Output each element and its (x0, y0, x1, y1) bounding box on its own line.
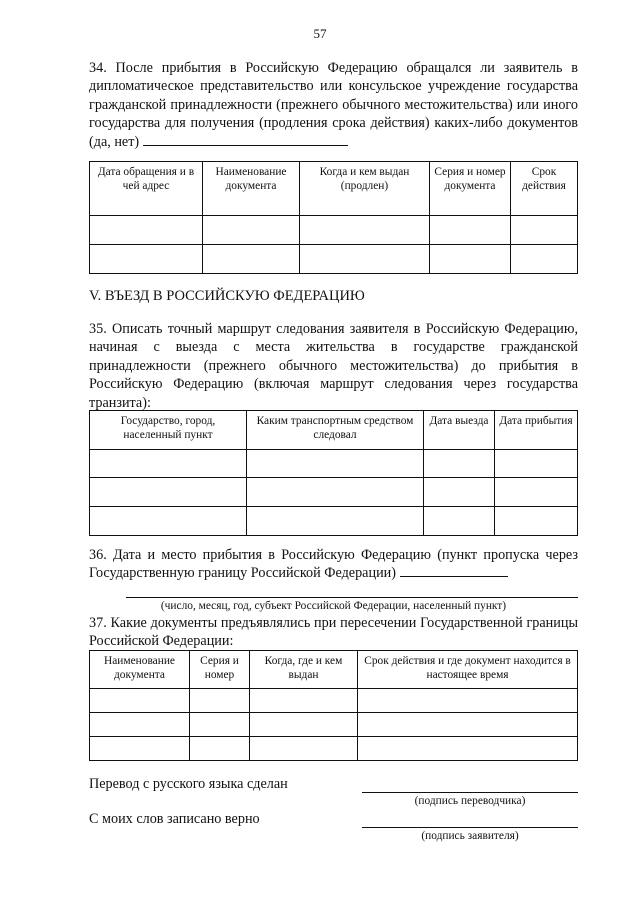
table-cell[interactable] (358, 737, 578, 761)
table-q34 (89, 161, 578, 274)
question-37: 37. Какие документы предъявлялись при пересечении Государственной границы Российской Федерации: (89, 615, 578, 650)
table-row (90, 689, 578, 713)
table-cell[interactable] (90, 216, 203, 245)
column-header: Наименование документа (203, 162, 300, 216)
table-cell[interactable] (495, 478, 578, 507)
table-cell[interactable] (430, 216, 511, 245)
column-header: Дата обращения и в чей адрес (90, 162, 203, 216)
table-cell[interactable] (247, 478, 424, 507)
applicant-caption: (подпись заявителя) (421, 830, 519, 842)
table-cell[interactable] (90, 507, 247, 536)
table-row (90, 737, 578, 761)
table-cell[interactable] (250, 689, 358, 713)
translator-caption: (подпись переводчика) (414, 795, 526, 807)
column-header: Когда, где и кем выдан (250, 651, 358, 689)
table-cell[interactable] (300, 216, 430, 245)
verified-label: С моих слов записано верно (89, 811, 260, 827)
column-header: Серия и номер документа (430, 162, 511, 216)
table-cell[interactable] (424, 478, 495, 507)
column-header: Каким транспортным средством следовал (247, 411, 424, 450)
table-cell[interactable] (203, 216, 300, 245)
question-35: 35. Описать точный маршрут следования заявителя в Российскую Федерацию, начиная с выезда с места жительства в государстве гражданской принадлежности (прежнего обычного местожительства) до прибытия в Российскую Федерацию (включая маршрут следования через государства транзита): (89, 321, 578, 411)
table-row (90, 507, 578, 536)
table-cell[interactable] (495, 507, 578, 536)
table-cell[interactable] (247, 507, 424, 536)
table-cell[interactable] (495, 450, 578, 478)
translator-signature-line[interactable] (362, 792, 578, 793)
column-header: Наименование документа (90, 651, 190, 689)
table-cell[interactable] (424, 450, 495, 478)
table-cell[interactable] (203, 245, 300, 274)
applicant-signature-line[interactable] (362, 827, 578, 828)
table-cell[interactable] (424, 507, 495, 536)
table-cell[interactable] (90, 713, 190, 737)
table-cell[interactable] (250, 713, 358, 737)
table-row (90, 713, 578, 737)
table-q37 (89, 650, 578, 761)
question-34-text: 34. После прибытия в Российскую Федерацию обращался ли заявитель в дипломатическое представительство или консульское учреждение государства гражданской принадлежности (прежнего обычного местожительства) или иного государства для получения (продления срока действия) каких-либо документов (да, нет) (89, 60, 578, 150)
column-header: Когда и кем выдан (продлен) (300, 162, 430, 216)
table-q35 (89, 410, 578, 536)
column-header: Серия и номер (190, 651, 250, 689)
question-34 (89, 59, 578, 151)
table-row (90, 478, 578, 507)
table-row (90, 245, 578, 274)
column-header: Дата прибытия (495, 411, 578, 450)
column-header: Дата выезда (424, 411, 495, 450)
table-cell[interactable] (90, 689, 190, 713)
column-header: Срок действия и где документ находится в настоящее время (358, 651, 578, 689)
table-cell[interactable] (430, 245, 511, 274)
translation-label: Перевод с русского языка сделан (89, 776, 288, 792)
table-cell[interactable] (300, 245, 430, 274)
table-cell[interactable] (90, 245, 203, 274)
table-cell[interactable] (247, 450, 424, 478)
column-header: Срок действия (511, 162, 578, 216)
table-cell[interactable] (358, 689, 578, 713)
table-row (90, 450, 578, 478)
table-cell[interactable] (190, 689, 250, 713)
table-cell[interactable] (90, 450, 247, 478)
table-row (90, 216, 578, 245)
section-heading: V. ВЪЕЗД В РОССИЙСКУЮ ФЕДЕРАЦИЮ (89, 288, 365, 304)
table-cell[interactable] (90, 737, 190, 761)
table-cell[interactable] (190, 737, 250, 761)
question-36-caption: (число, месяц, год, субъект Российской Федерации, населенный пункт) (160, 600, 507, 612)
table-cell[interactable] (250, 737, 358, 761)
question-36-answer-line[interactable] (400, 564, 508, 577)
table-cell[interactable] (190, 713, 250, 737)
table-cell[interactable] (358, 713, 578, 737)
page-number: 57 (313, 26, 327, 41)
question-34-answer-line[interactable] (143, 133, 348, 146)
question-36-answer-line-2[interactable] (126, 597, 578, 598)
table-cell[interactable] (511, 216, 578, 245)
table-cell[interactable] (90, 478, 247, 507)
question-36-text: 36. Дата и место прибытия в Российскую Федерацию (пункт пропуска через Государственную границу Российской Федерации) (89, 547, 578, 582)
question-36 (89, 546, 578, 583)
table-cell[interactable] (511, 245, 578, 274)
column-header: Государство, город, населенный пункт (90, 411, 247, 450)
